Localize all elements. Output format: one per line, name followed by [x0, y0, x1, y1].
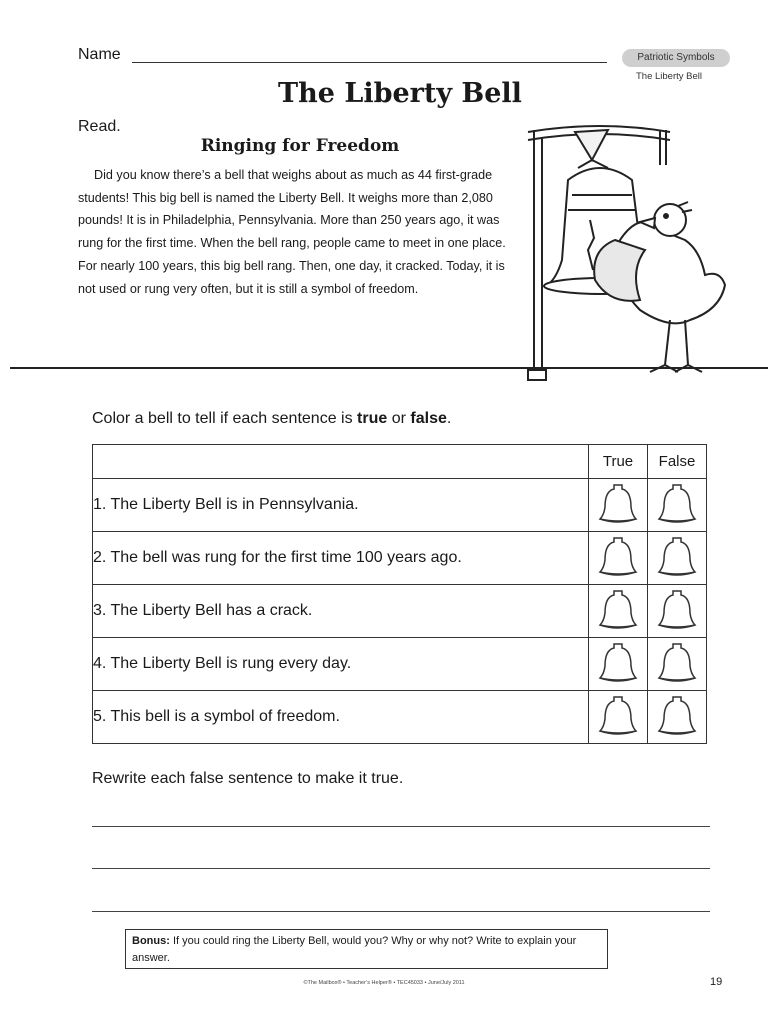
bonus-label: Bonus: — [132, 935, 170, 947]
table-row — [93, 585, 707, 638]
instruction-true-word: true — [357, 410, 388, 427]
true-bell-3[interactable] — [589, 585, 648, 638]
statement-4: 4. The Liberty Bell is rung every day. — [93, 638, 589, 691]
statement-5: 5. This bell is a symbol of freedom. — [93, 691, 589, 744]
topic-subtitle: The Liberty Bell — [636, 71, 703, 82]
true-bell-4[interactable] — [589, 638, 648, 691]
rewrite-instruction: Rewrite each false sentence to make it true. — [92, 770, 404, 787]
statement-2: 2. The bell was rung for the first time 100 years ago. — [93, 532, 589, 585]
bell-icon[interactable] — [657, 640, 697, 684]
bonus-box — [125, 929, 608, 969]
header-false: False — [648, 445, 707, 479]
bell-icon[interactable] — [657, 534, 697, 578]
true-false-table — [92, 444, 707, 744]
answer-line-1[interactable] — [92, 826, 710, 827]
false-bell-1[interactable] — [648, 479, 707, 532]
false-bell-4[interactable] — [648, 638, 707, 691]
section-divider — [10, 367, 768, 369]
table-row — [93, 691, 707, 744]
copyright-footer: ©The Mailbox® • Teacher’s Helper® • TEC45033 • June/July 2011 — [303, 980, 465, 986]
name-label: Name — [78, 46, 121, 63]
bell-icon[interactable] — [598, 587, 638, 631]
false-bell-3[interactable] — [648, 585, 707, 638]
true-bell-2[interactable] — [589, 532, 648, 585]
header-empty-cell — [93, 445, 589, 479]
true-bell-5[interactable] — [589, 691, 648, 744]
table-row — [93, 638, 707, 691]
table-row — [93, 479, 707, 532]
topic-badge: Patriotic Symbols — [622, 49, 730, 67]
statement-1: 1. The Liberty Bell is in Pennsylvania. — [93, 479, 589, 532]
bell-icon[interactable] — [657, 481, 697, 525]
bell-icon[interactable] — [598, 640, 638, 684]
passage-text: Did you know there’s a bell that weighs about as much as 44 first-grade students! This big bell is named the Liberty Bell. It weighs more than 2,080 pounds! It is in Philadelphia, Pennsylvania. More than 250 years ago, it was rung for the first time. When the bell rang, people came to meet in one place. For nearly 100 years, this big bell rang. Then, one day, it cracked. Today, it is not used or rung very often, but it is still a symbol of freedom. — [78, 168, 506, 296]
false-bell-5[interactable] — [648, 691, 707, 744]
false-bell-2[interactable] — [648, 532, 707, 585]
passage-title: Ringing for Freedom — [200, 136, 400, 156]
true-bell-1[interactable] — [589, 479, 648, 532]
bell-icon[interactable] — [598, 693, 638, 737]
instruction-text-middle: or — [387, 410, 411, 427]
name-write-line[interactable] — [132, 62, 607, 63]
bell-icon[interactable] — [598, 481, 638, 525]
instruction-false-word: false — [410, 410, 447, 427]
bonus-text: If you could ring the Liberty Bell, would you? Why or why not? Write to explain your answer. — [132, 935, 577, 964]
table-row — [93, 532, 707, 585]
bell-icon[interactable] — [657, 587, 697, 631]
instruction-text-start: Color a bell to tell if each sentence is — [92, 410, 358, 427]
true-false-instruction — [92, 410, 451, 428]
instruction-text-end: . — [446, 410, 452, 427]
bell-icon[interactable] — [657, 693, 697, 737]
worksheet-title: The Liberty Bell — [278, 78, 522, 109]
bell-icon[interactable] — [598, 534, 638, 578]
page-number: 19 — [710, 976, 723, 988]
statement-3: 3. The Liberty Bell has a crack. — [93, 585, 589, 638]
answer-line-2[interactable] — [92, 868, 710, 869]
header-true: True — [589, 445, 648, 479]
reading-passage — [78, 164, 508, 300]
read-label: Read. — [78, 118, 121, 135]
table-header-row — [93, 445, 707, 479]
answer-line-3[interactable] — [92, 911, 710, 912]
liberty-bell-eagle-illustration — [520, 120, 735, 385]
